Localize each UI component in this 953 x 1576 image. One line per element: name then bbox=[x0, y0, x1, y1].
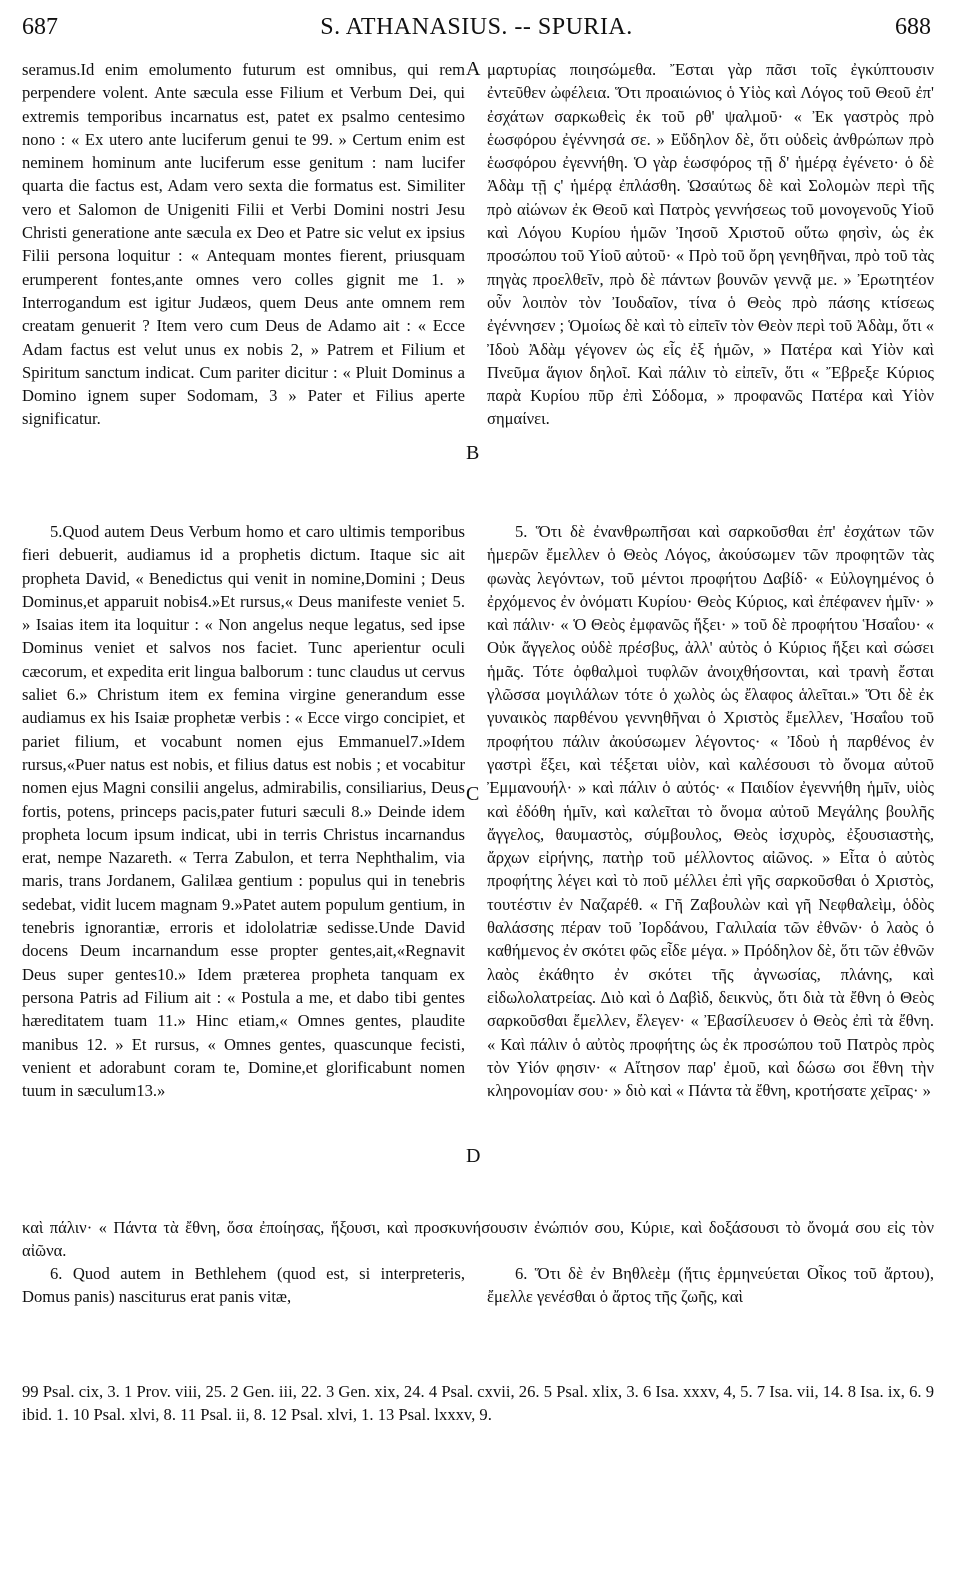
full-width-greek-line bbox=[22, 1216, 934, 1263]
section-marker-b: B bbox=[466, 442, 480, 464]
page-header bbox=[22, 14, 931, 44]
greek-column-middle bbox=[487, 520, 934, 1102]
latin-paragraph-5: 5.Quod autem Deus Verbum homo et caro ultimis temporibus fieri debuerit, audiamus id a prophetis dictum. Itaque sic ait propheta David, « Benedictus qui venit in nomine,Domini ; Deus Dominus,et apparuit nobis4.»Et rursus,« Deus manifeste veniet 5. » Isaias item ita loquitur : « Non angelus neque legatus, sed ipse Dominus veniet et salvos nos faciet. Tunc aperientur oculi cæcorum, et expedita erit lingua balborum : tunc claudus ut cervus saliet 6.» Christum item ex femina virgine generandum esse audiamus ex his Isaiæ prophetæ verbis : « Ecce virgo concipiet, et pariet filium, et vocabunt nomen ejus Emmanuel7.»Idem rursus,«Puer natus est nobis, et filius datus est nobis ; et vocabitur nomen ejus Magni consilii angelus, admirabilis, consiliarius, Deus fortis, potens, princeps pacis,pater futuri sæculi 8.» Deinde idem propheta locum ipsum indicat, ubi in terris Christus incarnandus erat, nempe Nazareth. « Terra Zabulon, et terra Nephthalim, via maris, trans Jordanem, Galilæa gentium : populus qui in tenebris sedebat, vidit lucem magnam 9.»Patet autem populum gentium, in tenebris ignorantiæ, erroris et idololatriæ sedisse.Unde David docens Deum incarnandum esse propter gentes,ait,«Regnavit Deus super gentes10.» Idem præterea propheta tanquam ex persona Patris ad Filium ait : « Postula a me, et dabo tibi gentes hæreditatem tuam 11.» Hinc etiam,« Omnes gentes, plaudite manibus 12. » Et rursus, « Omnes gentes, quascunque fecisti, venient et adorabunt coram te, Domine,et glorificabunt nomen tuum in sæculum13.» bbox=[22, 522, 465, 1101]
section-marker-c: C bbox=[466, 783, 480, 805]
section-marker-d: D bbox=[466, 1145, 481, 1167]
greek-paragraph-6: 6. Ὅτι δὲ ἐν Βηθλεὲμ (ἥτις ἑρμηνεύεται Οἶκος τοῦ ἄρτου), ἔμελλε γενέσθαι ὁ ἄρτος τῆς ζωῆς, καὶ bbox=[487, 1264, 934, 1307]
section-marker-a: A bbox=[466, 58, 481, 80]
greek-column-top bbox=[487, 58, 934, 431]
right-page-number: 688 bbox=[895, 14, 931, 40]
running-title: S. ATHANASIUS. -- SPURIA. bbox=[320, 14, 633, 40]
greek-paragraph-4: μαρτυρίας ποιησώμεθα. Ἔσται γὰρ πᾶσι τοῖς ἐγκύπτουσιν ἐντεῦθεν ὠφέλεια. Ὅτι προαιώνιος ὁ Υἱὸς καὶ Λόγος τοῦ Θεοῦ ἐπ' ἐσχάτων σαρκωθεὶς ἐκ τοῦ ρθ' ψαλμοῦ· « Ἐκ γαστρὸς πρὸ ἑωσφόρου ἐγέννησά σε. » Εὔδηλον δὲ, ὅτι οὐδεὶς ἀνθρώπων πρὸ ἑωσφόρου ἐγεννήθη. Ὁ γὰρ ἑωσφόρος τῇ δ' ἡμέρᾳ ἐγένετο· ὁ δὲ Ἀδὰμ τῇ ς' ἡμέρᾳ ἐπλάσθη. Ὡσαύτως δὲ καὶ Σολομὼν περὶ τῆς πρὸ αἰώνων ἐκ Θεοῦ καὶ Πατρὸς γεννήσεως τοῦ μονογενοῦς Υἱοῦ καὶ Λόγου Κυρίου ἡμῶν Ἰησοῦ Χριστοῦ οὕτω φησὶν, ὡς ἐκ προσώπου τοῦ Υἱοῦ αὐτοῦ· « Πρὸ τοῦ ὄρη γενηθῆναι, πρὸ τοῦ τὰς πηγὰς προελθεῖν, πρὸ δὲ πάντων βουνῶν γεννᾷ με. » Ἐρωτητέον οὖν λοιπὸν τὸν Ἰουδαῖον, τίνα ὁ Θεὸς πρὸ πάσης κτίσεως ἐγέννησεν ; Ὁμοίως δὲ καὶ τὸ εἰπεῖν τὸν Θεὸν περὶ τοῦ Ἀδὰμ, ὅτι « Ἰδοὺ Ἀδὰμ γέγονεν ὡς εἷς ἐξ ἡμῶν, » Πατέρα καὶ Υἱὸν καὶ Πνεῦμα ἅγιον δηλοῖ. Καὶ πάλιν τὸ εἰπεῖν, ὅτι « Ἔβρεξε Κύριος παρὰ Κυρίου πῦρ ἐπὶ Σόδομα, » προφανῶς Πατέρα καὶ Υἱὸν σημαίνει. bbox=[487, 60, 934, 429]
greek-paragraph-5: 5. Ὅτι δὲ ἐνανθρωπῆσαι καὶ σαρκοῦσθαι ἐπ' ἐσχάτων τῶν ἡμερῶν ἔμελλεν ὁ Θεὸς Λόγος, ἀκούσωμεν τῶν προφητῶν τὰς φωνὰς λεγόντων, τοῦ μέντοι προφήτου Δαβίδ· « Εὐλογημένος ὁ ἐρχόμενος ἐν ὀνόματι Κυρίου· Θεὸς Κύριος, καὶ ἐπέφανεν ἡμῖν· » καὶ πάλιν· « Ὁ Θεὸς ἐμφανῶς ἥξει· » τοῦ δὲ προφήτου Ἡσαΐου· « Οὐκ ἄγγελος οὐδὲ πρέσβυς, ἀλλ' αὐτὸς ὁ Κύριος ἥξει καὶ σώσει ἡμᾶς. Τότε ὀφθαλμοὶ τυφλῶν ἀνοιχθήσονται, καὶ τρανὴ ἔσται γλῶσσα μογιλάλων τότε ὁ χωλὸς ὡς ἔλαφος ἁλεῖται.» Ὅτι δὲ ἐκ γυναικὸς παρθένου γεννηθῆναι ὁ Χριστὸς ἔμελλεν, Ἡσαΐου τοῦ προφήτου πάλιν ἀκούσωμεν λέγοντος· « Ἰδοὺ ἡ παρθένος ἐν γαστρὶ ἕξει, καὶ τέξεται υἱὸν, καὶ καλέσουσι τὸ ὄνομα αὐτοῦ Ἐμμανουήλ· » καὶ πάλιν ὁ αὐτός· « Παιδίον ἐγεννήθη ἡμῖν, υἱὸς καὶ ἐδόθη ἡμῖν, καὶ καλεῖται τὸ ὄνομα αὐτοῦ Μεγάλης βουλῆς ἄγγελος, θαυμαστὸς, σύμβουλος, Θεὸς ἰσχυρὸς, ἐξουσιαστὴς, ἄρχων εἰρήνης, πατὴρ τοῦ μέλλοντος αἰῶνος. » Εἶτα ὁ αὐτὸς προφήτης λέγει καὶ τὸ ποῦ μέλλει ἐπὶ γῆς σαρκοῦσθαι ὁ Χριστὸς, τουτέστιν ἐν Ναζαρέθ. « Γῆ Ζαβουλὼν καὶ γῆ Νεφθαλεὶμ, ὁδὸς θαλάσσης πέραν τοῦ Ἰορδάνου, Γαλιλαία τῶν ἐθνῶν· ὁ λαὸς ὁ καθήμενος ἐν σκότει φῶς εἶδε μέγα. » Πρόδηλον δὲ, ὅτι τῶν ἐθνῶν λαὸς ἐκάθητο ἐν σκότει τῆς ἀγνωσίας, πλάνης, καὶ εἰδωλολατρείας. Διὸ καὶ ὁ Δαβὶδ, δεικνὺς, ὅτι διὰ τὰ ἔθνη ὁ Θεὸς σαρκοῦσθαι ἔμελλεν, ἔλεγεν· « Ἐβασίλευσεν ὁ Θεὸς ἐπὶ τὰ ἔθνη. « Καὶ πάλιν ὁ αὐτὸς προφήτης ὡς ἐκ προσώπου τοῦ Πατρὸς πρὸς τὸν Υἱόν φησιν· « Αἴτησον παρ' ἐμοῦ, καὶ δώσω σοι ἔθνη τὴν κληρονομίαν σου· » διὸ καὶ « Πάντα τὰ ἔθνη, κροτήσατε χεῖρας· » bbox=[487, 522, 934, 1101]
latin-column-top bbox=[22, 58, 465, 431]
latin-column-middle bbox=[22, 520, 465, 1102]
latin-paragraph-4: seramus.Id enim emolumento futurum est omnibus, qui rem perpendere volent. Ante sæcula esse Filium et Verbum Dei, qui extremis temporibus incarnatus est, patet ex psalmo centesimo nono : « Ex utero ante luciferum genui te 99. » Certum enim est neminem hominum ante luciferum esse genitum : nam lucifer quarta die factus est, Adam vero sexta die formatus est. Similiter vero et Salomon de Unigeniti Filii et Verbi Domini nostri Jesu Christi generatione ante sæcula ex Deo et Patre sic velut ex ipsius Filii persona loquitur : « Antequam montes fierent, priusquam erumperent fontes,ante omnes vero colles gignit me 1. » Interrogandum est igitur Judæos, quem Deus ante omnem rem creatam genuerit ? Item vero cum Deus de Adamo ait : « Ecce Adam factus est velut unus ex nobis 2, » Patrem et Filium et Spiritum sanctum indicat. Cum pariter dicitur : « Pluit Dominus a Domino ignem super Sodomam, 3 » Pater et Filius aperte significatur. bbox=[22, 60, 465, 429]
greek-continuation: καὶ πάλιν· « Πάντα τὰ ἔθνη, ὅσα ἐποίησας, ἥξουσι, καὶ προσκυνήσουσιν ἐνώπιόν σου, Κύριε, καὶ δοξάσουσι τὸ ὄνομά σου εἰς τὸν αἰῶνα. bbox=[22, 1218, 934, 1261]
footnote-text: 99 Psal. cix, 3. 1 Prov. viii, 25. 2 Gen. iii, 22. 3 Gen. xix, 24. 4 Psal. cxvii, 26. 5 Psal. xlix, 3. 6 Isa. xxxv, 4, 5. 7 Isa. vii, 14. 8 Isa. ix, 6. 9 ibid. 1. 10 Psal. xlvi, 8. 11 Psal. ii, 8. 12 Psal. xlvi, 1. 13 Psal. lxxxv, 9. bbox=[22, 1382, 934, 1425]
left-page-number: 687 bbox=[22, 14, 58, 40]
footnotes bbox=[22, 1380, 934, 1427]
latin-paragraph-6: 6. Quod autem in Bethlehem (quod est, si interpreteris, Domus panis) nasciturus erat panis vitæ, bbox=[22, 1264, 465, 1307]
greek-column-bottom bbox=[487, 1262, 934, 1309]
latin-column-bottom bbox=[22, 1262, 465, 1309]
